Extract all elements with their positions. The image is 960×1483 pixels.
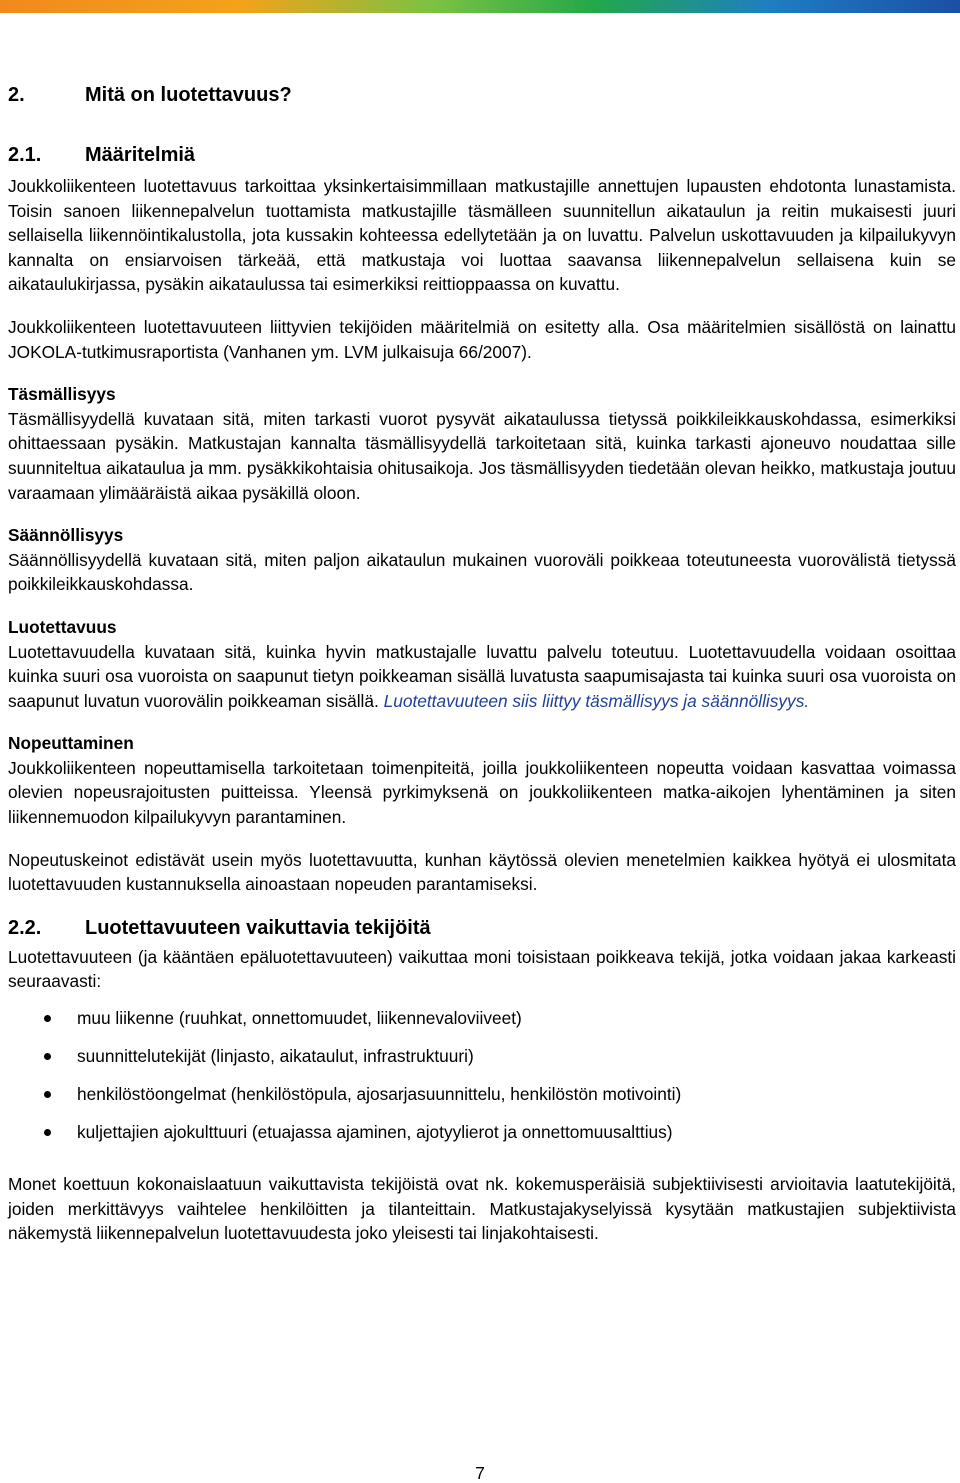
- factor-text: suunnittelutekijät (linjasto, aikataulut, infrastruktuuri): [77, 1046, 474, 1067]
- definitions-paragraph: Joukkoliikenteen luotettavuuteen liittyvien tekijöiden määritelmiä on esitetty alla. Osa määritelmien sisällöstä on lainattu JOKOLA-tutkimusraportista (Vanhanen ym. LVM julkaisuja 66/2007).: [8, 316, 956, 362]
- subsection-title: Määritelmiä: [85, 144, 196, 166]
- list-item: [8, 1120, 956, 1158]
- term-text-saannollisyys: Säännöllisyydellä kuvataan sitä, miten paljon aikataulun mukainen vuoroväli poikkeaa toteutuneesta vuorovälistä tietyssä poikkileikkauskohdassa.: [8, 549, 956, 595]
- subsection-title: Luotettavuuteen vaikuttavia tekijöitä: [85, 916, 431, 939]
- term-text-tasmallisyys: Täsmällisyydellä kuvataan sitä, miten tarkasti vuorot pysyvät aikataulussa tietyssä poikkileikkauskohdassa, esimerkiksi ohittaessaan pysäkin. Matkustajan kannalta täsmällisyydellä tarkoitetaan sitä, kuinka tarkasti ajoneuvo noudattaa sille suunniteltua aikataulua ja mm. pysäkkikohtaisia ohitusaikoja. Jos täsmällisyyden tiedetään olevan heikko, matkustaja joutuu varaamaan ylimääräistä aikaa pysäkillä oloon.: [8, 408, 956, 503]
- list-item: [8, 1082, 956, 1120]
- bullet-icon: [44, 1091, 51, 1098]
- term-title-nopeuttaminen: Nopeuttaminen: [8, 733, 134, 754]
- factors-list: [8, 1006, 956, 1158]
- subsection-number: 2.1.: [8, 144, 42, 166]
- bullet-icon: [44, 1015, 51, 1022]
- factor-text: kuljettajien ajokulttuuri (etuajassa ajaminen, ajotyylierot ja onnettomuusalttius): [77, 1122, 673, 1143]
- factor-text: muu liikenne (ruuhkat, onnettomuudet, liikennevaloviiveet): [77, 1008, 522, 1029]
- section-title: Mitä on luotettavuus?: [85, 84, 292, 106]
- closing-paragraph: Monet koettuun kokonaislaatuun vaikuttavista tekijöistä ovat nk. kokemusperäisiä subjektiivisesti arvioitavia laatutekijöitä, joiden merkittävyys vaihtelee henkilöitten ja tilanteittain. Matkustajakyselyissä kysytään matkustajien subjektiivista näkemystä liikennepalvelun luotettavuudesta joko yleisesti tai linjakohtaisesti.: [8, 1174, 956, 1244]
- term-title-luotettavuus: Luotettavuus: [8, 616, 117, 637]
- intro-paragraph: Joukkoliikenteen luotettavuus tarkoittaa yksinkertaisimmillaan matkustajille annettujen lupausten ehdotonta lunastamista. Toisin sanoen liikennepalvelun tuottamista matkustajille täsmälleen suunnitellun aikataulun ja reitin mukaisesti juuri sellaisella liikennöintikalustolla, jota kussakin kohteessa edellytetään ja on luvattu. Palvelun uskottavuuden ja kilpailukyvyn kannalta on ensiarvoisen tärkeää, että matkustaja voi luottaa saavansa liikennepalvelun sellaisena kuin se aikataulukirjassa, pysäkin aikataulussa tai esimerkiksi reittioppaassa on kuvattu.: [8, 176, 956, 295]
- bullet-icon: [44, 1129, 51, 1136]
- factor-text: henkilöstöongelmat (henkilöstöpula, ajosarjasuunnittelu, henkilöstön motivointi): [77, 1084, 682, 1105]
- luotettavuus-note: Luotettavuuteen siis liittyy täsmällisyys ja säännöllisyys.: [383, 690, 810, 711]
- header-color-band: [0, 0, 960, 13]
- nopeutus-paragraph: Nopeutuskeinot edistävät usein myös luotettavuutta, kunhan käytössä olevien menetelmien kaikkea hyötyä ei ulosmitata luotettavuuden kustannuksella ainoastaan nopeuden parantamiseksi.: [8, 849, 956, 895]
- factors-intro-paragraph: Luotettavuuteen (ja kääntäen epäluotettavuuteen) vaikuttaa moni toisistaan poikkeava tekijä, jotka voidaan jakaa karkeasti seuraavasti:: [8, 946, 956, 992]
- page-number: 7: [475, 1463, 485, 1483]
- subsection-number: 2.2.: [8, 916, 42, 939]
- document-body: [8, 82, 956, 1264]
- subsection-heading-factors: [8, 915, 956, 941]
- term-title-tasmallisyys: Täsmällisyys: [8, 384, 116, 405]
- bullet-icon: [44, 1053, 51, 1060]
- list-item: [8, 1044, 956, 1082]
- section-heading: [8, 82, 956, 108]
- list-item: [8, 1006, 956, 1044]
- term-title-saannollisyys: Säännöllisyys: [8, 525, 124, 546]
- term-text-luotettavuus: [8, 640, 956, 714]
- section-number: 2.: [8, 84, 25, 106]
- luotettavuus-definition: Luotettavuudella kuvataan sitä, kuinka hyvin matkustajalle luvattu palvelu toteutuu. Luotettavuudella voidaan osoittaa kuinka suuri osa vuoroista on saapunut tietyn poikkeaman sisällä luvatusta saapumisajasta tai kuinka suuri osa vuoroista on saapunut luvatun vuorovälin poikkeaman sisällä.: [8, 641, 956, 711]
- term-text-nopeuttaminen: Joukkoliikenteen nopeuttamisella tarkoitetaan toimenpiteitä, joilla joukkoliikenteen nopeutta voidaan kasvattaa voimassa olevien nopeusrajoitusten puitteissa. Yleensä pyrkimyksenä on joukkoliikenteen matka-aikojen lyhentäminen ja siten liikennemuodon kilpailukyvyn parantaminen.: [8, 757, 956, 828]
- subsection-heading-definitions: [8, 142, 956, 168]
